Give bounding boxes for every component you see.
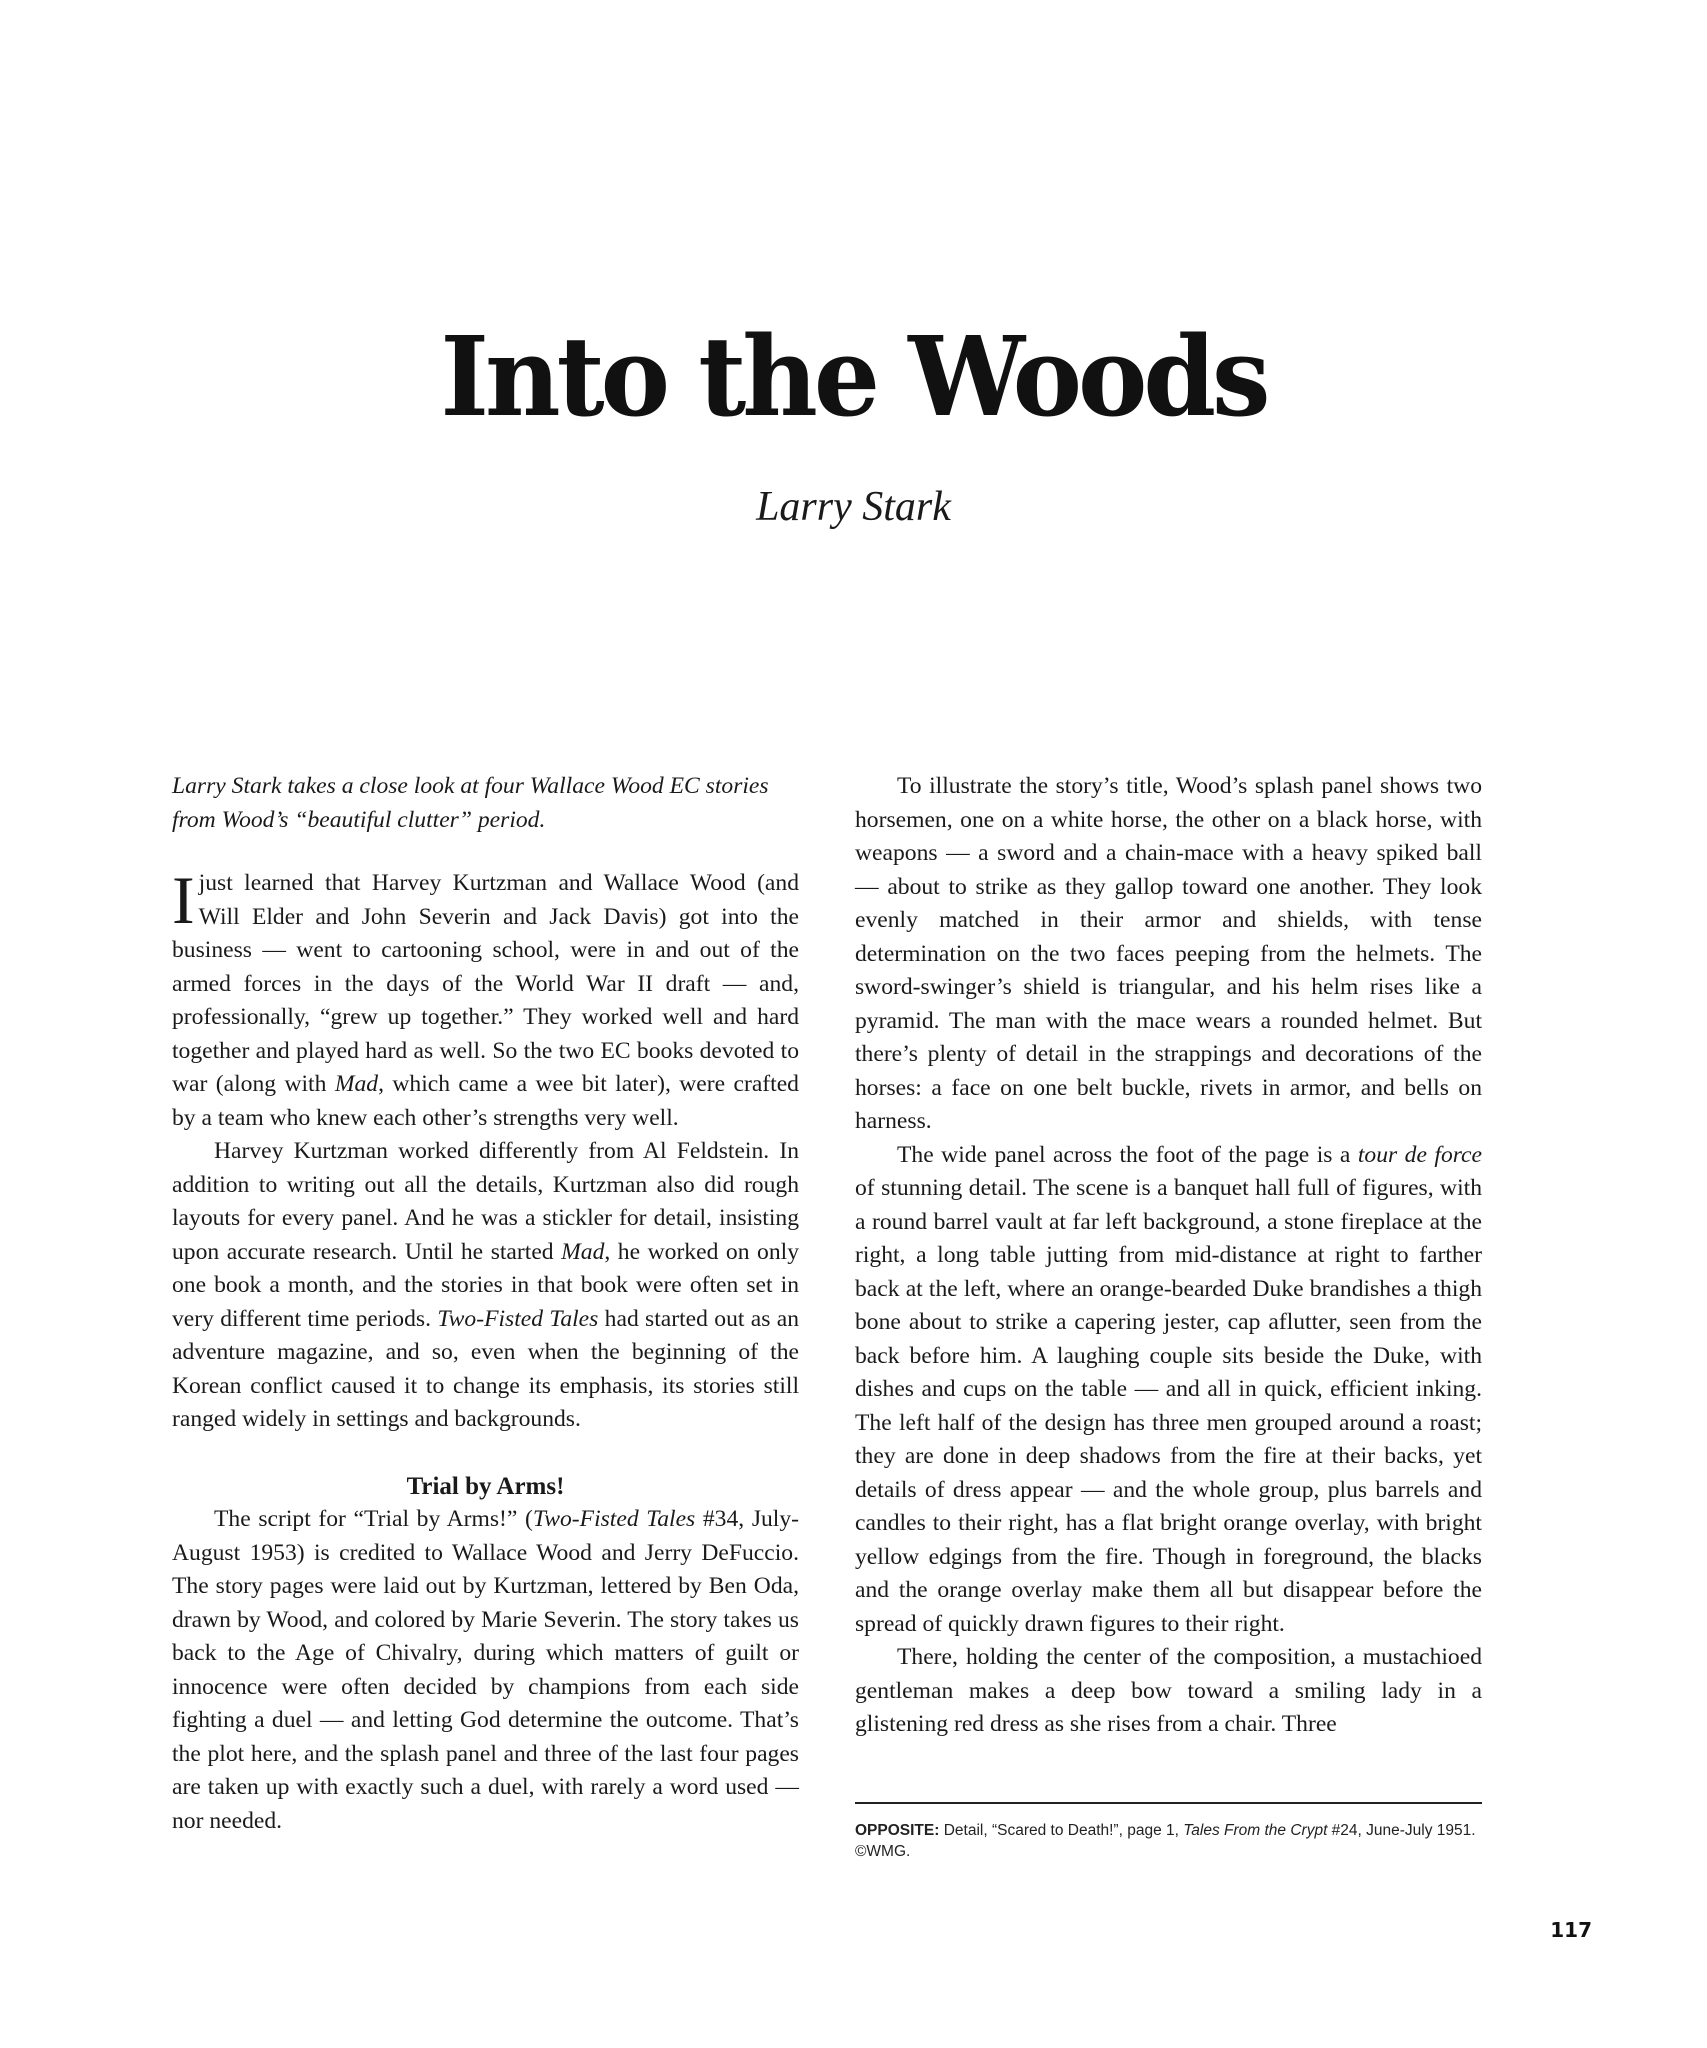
caption-divider [855,1802,1482,1804]
body-paragraph-2: Harvey Kurtzman worked differently from Al Feldstein. In addition to writing out all the details, Kurtzman also did rough layouts for every panel. And he was a stickler for detail, insisting upon accurate research. Until he started Mad, he worked on only one book a month, and the stories in that book were often set in very different time periods. Two-Fisted Tales had started out as an adventure magazine, and so, even when the beginning of the Korean conflict caused it to change its emphasis, its stories still ranged widely in settings and backgrounds. [172,1138,799,1432]
body-paragraph-5: The wide panel across the foot of the page is a tour de force of stunning detail. The scene is a banquet hall full of figures, with a round barrel vault at far left background, a stone fireplace at the right, a long table jutting from mid-distance at right to farther back at the left, where an orange-bearded Duke brandishes a thigh bone about to strike a capering jester, cap aflutter, seen from the back before him. A laughing couple sits beside the Duke, with dishes and cups on the table — and all in quick, efficient inking. The left half of the design has three men grouped around a roast; they are done in deep shadows from the fire at their backs, yet details of dress appear — and the whole group, plus barrels and candles to their right, has a flat bright orange overlay, with bright yellow edgings from the fire. Though in foreground, the blacks and the orange overlay make them all but disappear before the spread of quickly drawn figures to their right. [855,1141,1482,1637]
right-column [855,770,1482,1742]
page-number: 117 [1550,1918,1592,1942]
article-intro: Larry Stark takes a close look at four Wallace Wood EC stories from Wood’s “beautiful clutter” period. [172,773,769,833]
section-subhead: Trial by Arms! [406,1472,565,1500]
body-paragraph-4: To illustrate the story’s title, Wood’s splash panel shows two horsemen, one on a white horse, the other on a black horse, with weapons — a sword and a chain-mace with a heavy spiked ball — about to strike as they gallop toward one another. They look evenly matched in their armor and shields, with tense determination on the two faces peeping from the helmets. The sword-swinger’s shield is triangular, and his helm rises like a pyramid. The man with the mace wears a rounded helmet. But there’s plenty of detail in the strappings and decorations of the horses: a face on one belt buckle, rivets in armor, and bells on harness. [855,773,1482,1134]
body-paragraph-1: Ijust learned that Harvey Kurtzman and Wallace Wood (and Will Elder and John Severin and Jack Davis) got into the business — went to cartooning school, were in and out of the armed forces in the days of the World War II draft — and, professionally, “grew up together.” They worked well and hard together and played hard as well. So the two EC books devoted to war (along with Mad, which came a wee bit later), were crafted by a team who knew each other’s strengths very well. [172,862,799,1131]
image-caption: OPPOSITE: Detail, “Scared to Death!”, page 1, Tales From the Crypt #24, June-July 1951. ©WMG. [855,1822,1476,1860]
body-paragraph-6: There, holding the center of the composition, a mustachioed gentleman makes a deep bow toward a smiling lady in a glistening red dress as she rises from a chair. Three [855,1644,1482,1737]
body-paragraph-3: The script for “Trial by Arms!” (Two-Fisted Tales #34, July-August 1953) is credited to Wallace Wood and Jerry DeFuccio. The story pages were laid out by Kurtzman, lettered by Ben Oda, drawn by Wood, and colored by Marie Severin. The story takes us back to the Age of Chivalry, during which matters of guilt or innocence were often decided by champions from each side fighting a duel — and letting God determine the outcome. That’s the plot here, and the splash panel and three of the last four pages are taken up with exactly such a duel, with rarely a word used — nor needed. [172,1506,800,1834]
drop-cap: I [172,862,195,938]
article-title: Into the Woods [440,311,1267,442]
article-byline: Larry Stark [756,484,951,530]
left-column [172,770,799,1838]
